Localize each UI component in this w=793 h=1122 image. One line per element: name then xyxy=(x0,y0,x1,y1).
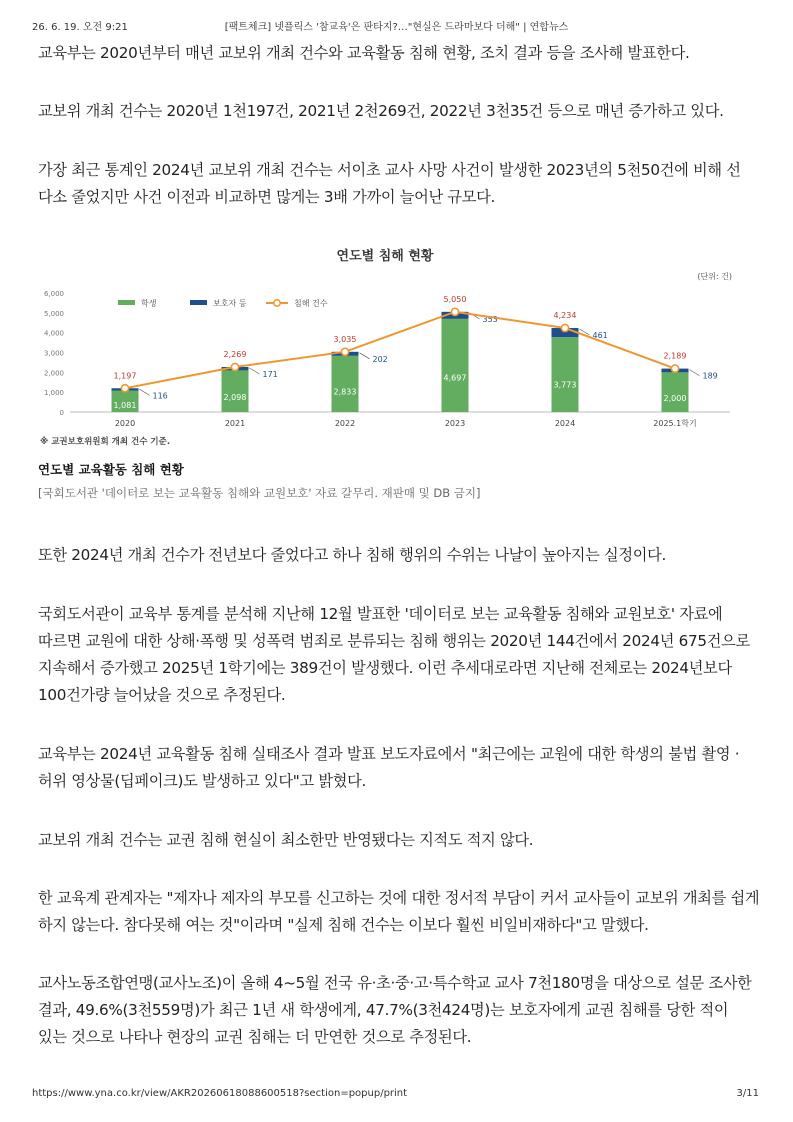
student-value-label: 1,081 xyxy=(113,400,137,410)
print-page-number: 3/11 xyxy=(736,1088,759,1099)
x-tick-label: 2022 xyxy=(334,419,356,428)
chart-note: ※ 교권보호위원회 개최 건수 기준. xyxy=(40,437,171,447)
total-point xyxy=(451,308,458,315)
y-tick-label: 0 xyxy=(59,409,64,417)
student-value-label: 3,773 xyxy=(553,380,577,390)
paragraph-3: 가장 최근 통계인 2024년 교보위 개최 건수는 서이초 교사 사망 사건이 발생한 2023년의 5천50건에 비해 선 다소 줄었지만 사건 이전과 비교하면 많게는 3배 가까이 늘어난 규모다. xyxy=(38,161,741,206)
paragraph-1: 교육부는 2020년부터 매년 교보위 개최 건수와 교육활동 침해 현황, 조치 결과 등을 조사해 발표한다. xyxy=(38,44,690,62)
print-url: https://www.yna.co.kr/view/AKR20260618088600518?section=popup/print xyxy=(32,1088,408,1099)
figure-credit: [국회도서관 '데이터로 보는 교육활동 침해와 교원보호' 자료 갈무리. 재판매 및 DB 금지] xyxy=(38,486,481,500)
student-value-label: 2,098 xyxy=(223,393,247,403)
legend-point-total xyxy=(274,300,280,306)
total-point xyxy=(671,365,678,372)
legend-label-parent: 보호자 등 xyxy=(213,299,247,308)
infraction-chart xyxy=(30,236,735,451)
parent-leader-line xyxy=(360,353,370,359)
total-value-label: 5,050 xyxy=(443,294,467,304)
chart-line xyxy=(114,295,687,392)
legend-swatch-parent xyxy=(190,300,207,305)
total-point xyxy=(231,363,238,370)
total-value-label: 1,197 xyxy=(113,371,137,381)
paragraph-5: 국회도서관이 교육부 통계를 분석해 지난해 12월 발표한 '데이터로 보는 교육활동 침해와 교원보호' 자료에 따르면 교원에 대한 상해·폭행 및 성폭력 범죄로 분류되는 침해 행위는 2020년 144건에서 2024년 675건으로 지속해서 증가했고 2025년 1학기에는 389건이 발생했다. 이런 추세대로라면 지난해 전체로는 2024년보다 100건가량 늘어났을 것으로 추정된다. xyxy=(38,605,750,704)
paragraph-4: 또한 2024년 개최 건수가 전년보다 줄었다고 하나 침해 행위의 수위는 나날이 높아지는 실정이다. xyxy=(38,546,667,564)
parent-value-label: 171 xyxy=(262,369,278,379)
print-datetime: 26. 6. 19. 오전 9:21 xyxy=(32,22,128,33)
y-tick-label: 2,000 xyxy=(43,369,64,378)
parent-leader-line xyxy=(690,370,700,376)
y-tick-label: 4,000 xyxy=(43,329,64,338)
bar-student xyxy=(442,319,469,412)
parent-value-label: 461 xyxy=(592,331,608,341)
parent-value-label: 202 xyxy=(372,354,388,364)
paragraph-9: 교사노동조합연맹(교사노조)이 올해 4~5월 전국 유·초·중·고·특수학교 교사 7천180명을 대상으로 설문 조사한 결과, 49.6%(3천559명)가 최근 1년 새 학생에게, 47.7%(3천424명)는 보호자에게 교권 침해를 당한 적이 있는 것으로 나타나 현장의 교권 침해는 더 만연한 것으로 추정된다. xyxy=(38,974,752,1046)
bar-student xyxy=(552,337,579,412)
total-line xyxy=(125,312,675,388)
parent-value-label: 116 xyxy=(152,391,168,401)
y-tick-label: 1,000 xyxy=(43,389,64,398)
chart-legend xyxy=(118,298,328,308)
student-value-label: 2,833 xyxy=(333,387,357,397)
x-tick-label: 2021 xyxy=(224,419,246,428)
legend-swatch-student xyxy=(118,300,135,305)
x-tick-label: 2023 xyxy=(444,419,466,428)
student-value-label: 2,000 xyxy=(663,393,687,403)
paragraph-8: 한 교육계 관계자는 "제자나 제자의 부모를 신고하는 것에 대한 정서적 부담이 커서 교사들이 교보위 개최를 쉽게 하지 않는다. 참다못해 여는 것"이라며 "실제 침해 건수는 이보다 훨씬 비일비재하다"고 말했다. xyxy=(38,889,760,934)
x-tick-label: 2025.1학기 xyxy=(653,419,697,428)
total-value-label: 4,234 xyxy=(553,311,577,321)
x-tick-label: 2020 xyxy=(114,419,136,428)
paragraph-7: 교보위 개최 건수는 교권 침해 현실이 최소한만 반영됐다는 지적도 적지 않다. xyxy=(38,831,534,849)
total-value-label: 2,269 xyxy=(223,349,247,359)
chart-x-axis xyxy=(115,418,697,428)
total-point xyxy=(561,324,568,331)
chart-title: 연도별 침해 현황 xyxy=(336,249,434,264)
chart-unit-label: (단위: 건) xyxy=(697,272,732,281)
bar-student xyxy=(222,370,249,412)
parent-value-label: 189 xyxy=(702,371,718,381)
paragraph-6: 교육부는 2024년 교육활동 침해 실태조사 결과 발표 보도자료에서 "최근에는 교원에 대한 학생의 불법 촬영 ·허위 영상물(딥페이크)도 발생하고 있다"고 밝혔다. xyxy=(38,745,740,790)
legend-label-student: 학생 xyxy=(141,299,157,308)
total-value-label: 3,035 xyxy=(333,334,357,344)
total-value-label: 2,189 xyxy=(663,351,687,361)
y-tick-label: 3,000 xyxy=(43,349,64,358)
x-tick-label: 2024 xyxy=(554,419,576,428)
y-tick-label: 6,000 xyxy=(43,290,64,298)
paragraph-2: 교보위 개최 건수는 2020년 1천197건, 2021년 2천269건, 2022년 3천35건 등으로 매년 증가하고 있다. xyxy=(38,102,724,120)
legend-label-total: 침해 건수 xyxy=(294,299,328,308)
figure-caption: 연도별 교육활동 침해 현황 xyxy=(38,462,184,477)
parent-leader-line xyxy=(250,368,260,374)
chart-y-axis xyxy=(44,290,730,417)
student-value-label: 4,697 xyxy=(443,373,467,383)
total-point xyxy=(341,348,348,355)
print-page-title: [팩트체크] 넷플릭스 '참교육'은 판타지?…"현실은 드라마보다 더해" | 연합뉴스 xyxy=(224,22,569,33)
bar-student xyxy=(332,356,359,412)
bar-student xyxy=(662,372,689,412)
y-tick-label: 5,000 xyxy=(43,309,64,318)
parent-leader-line xyxy=(140,389,150,395)
parent-value-label: 353 xyxy=(482,314,498,324)
total-point xyxy=(121,385,128,392)
